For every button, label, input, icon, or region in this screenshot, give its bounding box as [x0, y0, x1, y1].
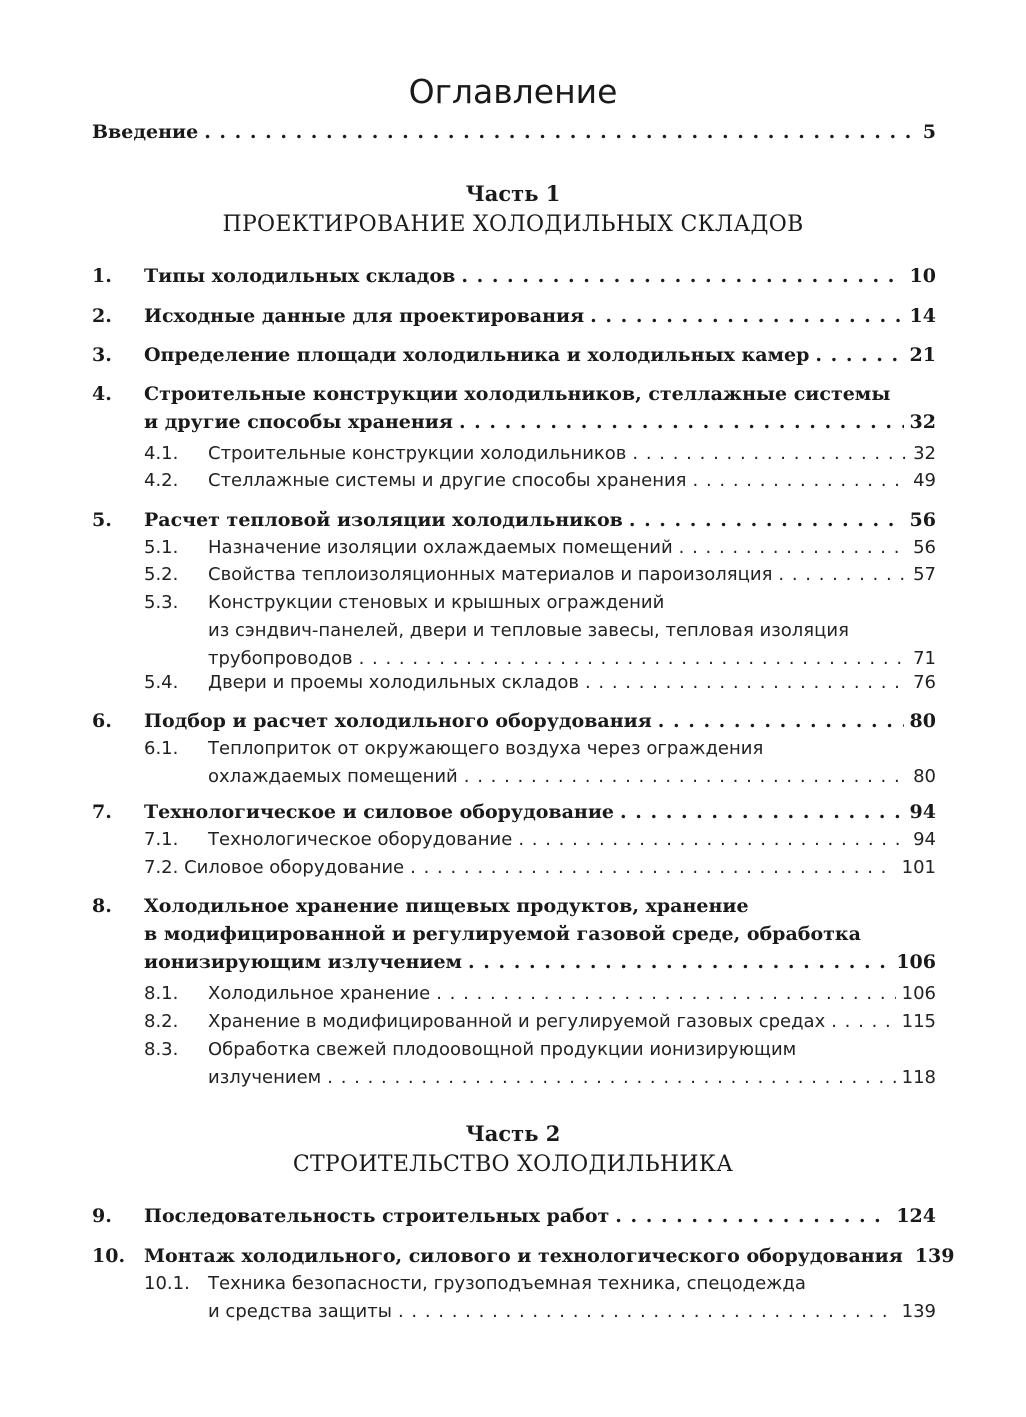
toc-entry-line — [92, 380, 936, 408]
leader-dots — [679, 534, 907, 562]
leader-dots — [658, 707, 904, 735]
toc-entry-line — [92, 735, 936, 763]
toc-entry[interactable] — [92, 506, 936, 534]
entry-page: 21 — [909, 344, 936, 366]
entry-label: в модифицированной и регулируемой газовой среде, обработка — [144, 923, 861, 945]
entry-number: 5.4. — [144, 672, 179, 693]
toc-entry-intro[interactable] — [92, 118, 936, 146]
toc-entry[interactable] — [92, 980, 936, 1008]
entry-label: Введение — [92, 121, 199, 143]
leader-dots — [436, 980, 895, 1008]
entry-label: Расчет тепловой изоляции холодильников — [144, 509, 623, 531]
toc-entry[interactable] — [92, 948, 936, 976]
entry-label: Теплоприток от окружающего воздуха через ограждения — [208, 738, 764, 759]
toc-entry[interactable] — [92, 854, 936, 882]
entry-label: Техника безопасности, грузоподъемная техника, спецодежда — [208, 1273, 806, 1294]
toc-entry[interactable] — [92, 534, 936, 562]
leader-dots — [459, 408, 904, 436]
leader-dots — [327, 1064, 895, 1092]
toc-entry[interactable] — [92, 561, 936, 589]
entry-page: 124 — [896, 1205, 936, 1227]
entry-label: Определение площади холодильника и холодильных камер — [144, 344, 810, 366]
entry-number: 4.1. — [144, 443, 179, 464]
entry-label: излучением — [208, 1067, 322, 1088]
entry-label: Двери и проемы холодильных складов — [208, 672, 579, 693]
entry-page: 32 — [913, 443, 936, 464]
entry-label: Монтаж холодильного, силового и технологического оборудования — [144, 1245, 903, 1267]
leader-dots — [590, 302, 903, 330]
entry-number: 3. — [92, 344, 112, 366]
entry-label: Обработка свежей плодоовощной продукции ионизирующим — [208, 1039, 797, 1060]
toc-entry-line — [92, 920, 936, 948]
entry-label: Стеллажные системы и другие способы хранения — [208, 470, 687, 491]
leader-dots — [615, 1202, 890, 1230]
entry-number: 6. — [92, 710, 112, 732]
entry-label: Конструкции стеновых и крышных ограждений — [208, 592, 665, 613]
toc-entry[interactable] — [92, 302, 936, 330]
entry-label: Свойства теплоизоляционных материалов и пароизоляция — [208, 564, 773, 585]
entry-page: 10 — [909, 265, 936, 287]
leader-dots — [585, 669, 907, 697]
entry-number: 8. — [92, 895, 112, 917]
entry-label: и другие способы хранения — [144, 411, 453, 433]
leader-dots — [815, 341, 903, 369]
entry-number: 5.3. — [144, 592, 179, 613]
entry-number: 5.2. — [144, 564, 179, 585]
entry-label: Технологическое оборудование — [208, 829, 513, 850]
toc-entry[interactable] — [92, 798, 936, 826]
toc-entry[interactable] — [92, 341, 936, 369]
entry-label: Холодильное хранение пищевых продуктов, хранение — [144, 895, 749, 917]
entry-page: 101 — [901, 857, 936, 878]
entry-label: трубопроводов — [208, 648, 353, 669]
entry-label: Строительные конструкции холодильников, стеллажные системы — [144, 383, 891, 405]
toc-entry-line — [92, 617, 936, 645]
entry-label: Последовательность строительных работ — [144, 1205, 610, 1227]
entry-page: 56 — [913, 537, 936, 558]
entry-number: 5.1. — [144, 537, 179, 558]
page-title: Оглавление — [408, 72, 618, 111]
entry-page: 71 — [913, 648, 936, 669]
entry-number: 1. — [92, 265, 112, 287]
entry-label: из сэндвич-панелей, двери и тепловые завесы, тепловая изоляция — [208, 620, 849, 641]
entry-number: 7. — [92, 801, 112, 823]
part2-title: СТРОИТЕЛЬСТВО ХОЛОДИЛЬНИКА — [292, 1152, 734, 1177]
entry-number: 7.1. — [144, 829, 179, 850]
toc-entry[interactable] — [92, 408, 936, 436]
entry-label: Исходные данные для проектирования — [144, 305, 585, 327]
entry-page: 49 — [913, 470, 936, 491]
toc-entry[interactable] — [92, 763, 936, 791]
entry-number: 4.2. — [144, 470, 179, 491]
toc-entry[interactable] — [92, 669, 936, 697]
toc-entry[interactable] — [92, 707, 936, 735]
leader-dots — [629, 506, 904, 534]
leader-dots — [468, 948, 890, 976]
leader-dots — [620, 798, 904, 826]
toc-entry[interactable] — [92, 1064, 936, 1092]
entry-label: охлаждаемых помещений — [208, 766, 458, 787]
entry-page: 5 — [922, 121, 936, 143]
toc-entry[interactable] — [92, 1008, 936, 1036]
toc-entry-line — [92, 1270, 936, 1298]
entry-page: 76 — [913, 672, 936, 693]
toc-entry[interactable] — [92, 467, 936, 495]
part2-label: Часть 2 — [465, 1121, 561, 1146]
entry-page: 118 — [901, 1067, 936, 1088]
leader-dots — [778, 561, 907, 589]
entry-page: 139 — [901, 1301, 936, 1322]
entry-page: 32 — [909, 411, 936, 433]
toc-entry[interactable] — [92, 262, 936, 290]
entry-label: Назначение изоляции охлаждаемых помещений — [208, 537, 673, 558]
toc-entry[interactable] — [92, 826, 936, 854]
entry-page: 94 — [913, 829, 936, 850]
entry-number: 10.1. — [144, 1273, 190, 1294]
entry-number: 2. — [92, 305, 112, 327]
toc-entry[interactable] — [92, 1242, 955, 1270]
toc-entry-line — [92, 892, 936, 920]
entry-number: 8.2. — [144, 1011, 179, 1032]
part1-title: ПРОЕКТИРОВАНИЕ ХОЛОДИЛЬНЫХ СКЛАДОВ — [222, 212, 804, 237]
leader-dots — [693, 467, 908, 495]
entry-page: 115 — [901, 1011, 936, 1032]
entry-page: 106 — [896, 951, 936, 973]
entry-label: Холодильное хранение — [208, 983, 431, 1004]
leader-dots — [632, 440, 907, 468]
toc-entry-line — [92, 589, 936, 617]
entry-page: 57 — [913, 564, 936, 585]
entry-page: 14 — [909, 305, 936, 327]
part1-label: Часть 1 — [465, 181, 561, 206]
leader-dots — [518, 826, 907, 854]
entry-label: Строительные конструкции холодильников — [208, 443, 627, 464]
entry-number: 4. — [92, 383, 112, 405]
entry-label: Технологическое и силовое оборудование — [144, 801, 615, 823]
entry-number: 6.1. — [144, 738, 179, 759]
toc-entry-line — [92, 1036, 936, 1064]
entry-label: Хранение в модифицированной и регулируемой газовых средах — [208, 1011, 826, 1032]
entry-label: Типы холодильных складов — [144, 265, 456, 287]
entry-label: 7.2. Силовое оборудование — [144, 857, 405, 878]
toc-entry[interactable] — [92, 1202, 936, 1230]
entry-label: ионизирующим излучением — [144, 951, 463, 973]
entry-page: 80 — [909, 710, 936, 732]
entry-page: 56 — [909, 509, 936, 531]
entry-number: 8.1. — [144, 983, 179, 1004]
leader-dots — [461, 262, 903, 290]
leader-dots — [464, 763, 907, 791]
leader-dots — [831, 1008, 895, 1036]
entry-number: 9. — [92, 1205, 112, 1227]
toc-entry[interactable] — [92, 1298, 936, 1326]
entry-label: и средства защиты — [208, 1301, 392, 1322]
entry-page: 139 — [914, 1245, 955, 1267]
entry-page: 94 — [909, 801, 936, 823]
entry-number: 5. — [92, 509, 112, 531]
entry-number: 8.3. — [144, 1039, 179, 1060]
leader-dots — [410, 854, 896, 882]
entry-label: Подбор и расчет холодильного оборудования — [144, 710, 652, 732]
entry-page: 106 — [901, 983, 936, 1004]
leader-dots — [398, 1298, 896, 1326]
entry-number: 10. — [92, 1245, 126, 1267]
toc-entry[interactable] — [92, 440, 936, 468]
entry-page: 80 — [913, 766, 936, 787]
